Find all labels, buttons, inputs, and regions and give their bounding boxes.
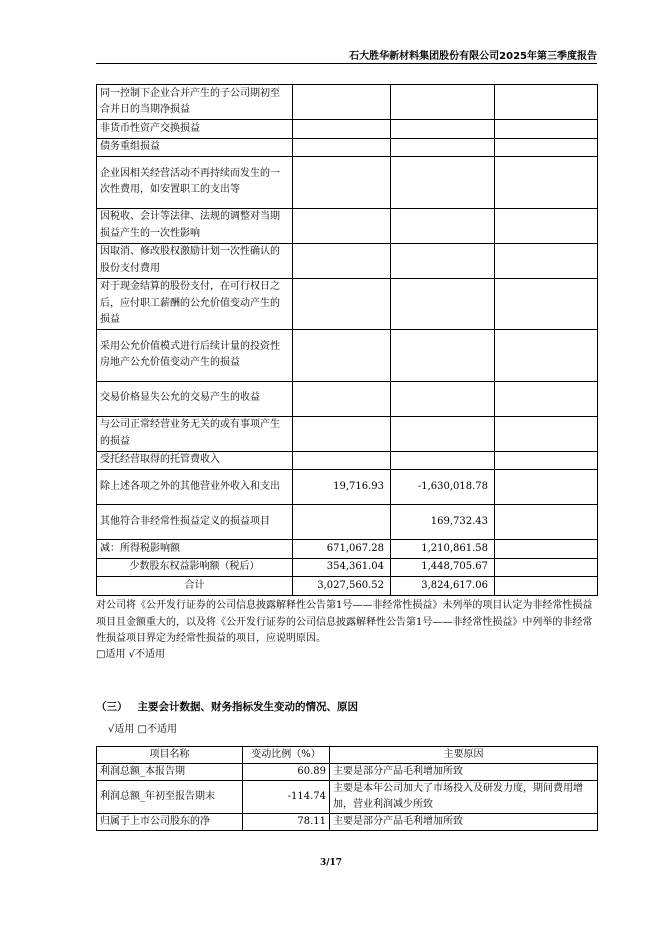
- table-row: [97, 278, 598, 330]
- row-value-ytd: 1,210,861.58: [391, 540, 495, 559]
- row-label: 除上述各项之外的其他营业外收入和支出: [97, 470, 293, 505]
- row-note: [495, 278, 598, 330]
- table-row: [97, 208, 598, 243]
- row-value-period: [293, 451, 391, 470]
- change-ratio: 60.89: [243, 764, 330, 781]
- row-value-ytd: 1,448,705.67: [391, 558, 495, 577]
- section-title: 主要会计数据、财务指标发生变动的情况、原因: [137, 701, 358, 713]
- table-row: [97, 540, 598, 559]
- row-value-period: [293, 85, 391, 120]
- row-label: 因取消、修改股权激励计划一次性确认的股份支付费用: [97, 243, 293, 278]
- change-reasons-table: [96, 746, 598, 831]
- row-label: 合计: [97, 577, 293, 596]
- row-value-ytd: [391, 451, 495, 470]
- row-value-ytd: [391, 208, 495, 243]
- table-row: [97, 764, 598, 781]
- row-note: [495, 138, 598, 157]
- row-label: 少数股东权益影响额（税后）: [97, 558, 293, 577]
- note-applicability: □适用 √不适用: [96, 649, 165, 660]
- row-note: [495, 540, 598, 559]
- row-value-period: [293, 120, 391, 139]
- row-label: 减：所得税影响额: [97, 540, 293, 559]
- row-note: [495, 330, 598, 382]
- row-label: 债务重组损益: [97, 138, 293, 157]
- change-reason: 主要是部分产品毛利增加所致: [330, 764, 598, 781]
- row-value-ytd: -1,630,018.78: [391, 470, 495, 505]
- section-number: （三）: [96, 701, 128, 713]
- row-note: [495, 451, 598, 470]
- table-row: [97, 120, 598, 139]
- table-row: [97, 381, 598, 416]
- change-item: 归属于上市公司股东的净: [97, 814, 243, 831]
- row-value-period: [293, 138, 391, 157]
- row-label: 与公司正常经营业务无关的或有事项产生的损益: [97, 416, 293, 451]
- row-label: 非货币性资产交换损益: [97, 120, 293, 139]
- row-value-period: [293, 157, 391, 209]
- table-row: [97, 558, 598, 577]
- header-main-reason: 主要原因: [330, 747, 598, 764]
- row-value-ytd: [391, 416, 495, 451]
- row-value-period: 19,716.93: [293, 470, 391, 505]
- section-heading: [96, 699, 368, 714]
- section-applicability: √适用 □不适用: [108, 724, 177, 735]
- row-label: 因税收、会计等法律、法规的调整对当期损益产生的一次性影响: [97, 208, 293, 243]
- table-row: [97, 85, 598, 120]
- row-note: [495, 558, 598, 577]
- change-reason: 主要是本年公司加大了市场投入及研发力度，期间费用增加，营业利润减少所致: [330, 781, 598, 814]
- row-value-period: 671,067.28: [293, 540, 391, 559]
- row-value-ytd: [391, 138, 495, 157]
- row-value-ytd: [391, 157, 495, 209]
- table-row: [97, 138, 598, 157]
- row-label: 交易价格显失公允的交易产生的收益: [97, 381, 293, 416]
- row-value-period: 3,027,560.52: [293, 577, 391, 596]
- change-reason: 主要是部分产品毛利增加所致: [330, 814, 598, 831]
- row-note: [495, 85, 598, 120]
- table-row: [97, 330, 598, 382]
- table-row: [97, 814, 598, 831]
- row-note: [495, 208, 598, 243]
- row-value-ytd: [391, 278, 495, 330]
- table-row: [97, 505, 598, 540]
- row-value-period: [293, 243, 391, 278]
- note-paragraph: 对公司将《公开发行证券的公司信息披露解释性公告第1号——非经常性损益》未列举的项目认定为非经常性损益项目且金额重大的，以及将《公开发行证券的公司信息披露解释性公告第1号——非经常性损益》中列举的非经常性损益项目界定为经常性损益的项目，应说明原因。: [96, 600, 593, 644]
- row-label: 采用公允价值模式进行后续计量的投资性房地产公允价值变动产生的损益: [97, 330, 293, 382]
- row-value-period: [293, 330, 391, 382]
- row-note: [495, 470, 598, 505]
- row-label: 对于现金结算的股份支付，在可行权日之后，应付职工薪酬的公允价值变动产生的损益: [97, 278, 293, 330]
- row-value-ytd: 3,824,617.06: [391, 577, 495, 596]
- header-item-name: 项目名称: [97, 747, 243, 764]
- table-row: [97, 157, 598, 209]
- row-note: [495, 416, 598, 451]
- header-change-ratio: 变动比例（%）: [243, 747, 330, 764]
- row-label: 同一控制下企业合并产生的子公司期初至合并日的当期净损益: [97, 85, 293, 120]
- row-value-ytd: 169,732.43: [391, 505, 495, 540]
- change-item: 利润总额_年初至报告期末: [97, 781, 243, 814]
- row-value-period: 354,361.04: [293, 558, 391, 577]
- row-value-ytd: [391, 85, 495, 120]
- row-value-period: [293, 381, 391, 416]
- row-value-ytd: [391, 381, 495, 416]
- row-value-period: [293, 278, 391, 330]
- change-table-header-row: [97, 747, 598, 764]
- change-ratio: 78.11: [243, 814, 330, 831]
- nonrecurring-items-table: [96, 84, 598, 596]
- page-number: 3/17: [319, 858, 343, 868]
- row-note: [495, 577, 598, 596]
- row-note: [495, 243, 598, 278]
- row-value-ytd: [391, 330, 495, 382]
- row-note: [495, 120, 598, 139]
- table-row: [97, 577, 598, 596]
- row-value-period: [293, 505, 391, 540]
- header-rule: [96, 63, 597, 64]
- row-value-period: [293, 208, 391, 243]
- table-row: [97, 416, 598, 451]
- row-value-ytd: [391, 243, 495, 278]
- row-note: [495, 157, 598, 209]
- table-row: [97, 781, 598, 814]
- table-row: [97, 451, 598, 470]
- row-label: 其他符合非经常性损益定义的损益项目: [97, 505, 293, 540]
- table-row: [97, 470, 598, 505]
- row-value-period: [293, 416, 391, 451]
- table-row: [97, 243, 598, 278]
- row-note: [495, 381, 598, 416]
- change-ratio: -114.74: [243, 781, 330, 814]
- change-item: 利润总额_本报告期: [97, 764, 243, 781]
- row-label: 企业因相关经营活动不再持续而发生的一次性费用，如安置职工的支出等: [97, 157, 293, 209]
- row-note: [495, 505, 598, 540]
- report-header: 石大胜华新材料集团股份有限公司2025年第三季度报告: [349, 51, 597, 62]
- row-label: 受托经营取得的托管费收入: [97, 451, 293, 470]
- row-value-ytd: [391, 120, 495, 139]
